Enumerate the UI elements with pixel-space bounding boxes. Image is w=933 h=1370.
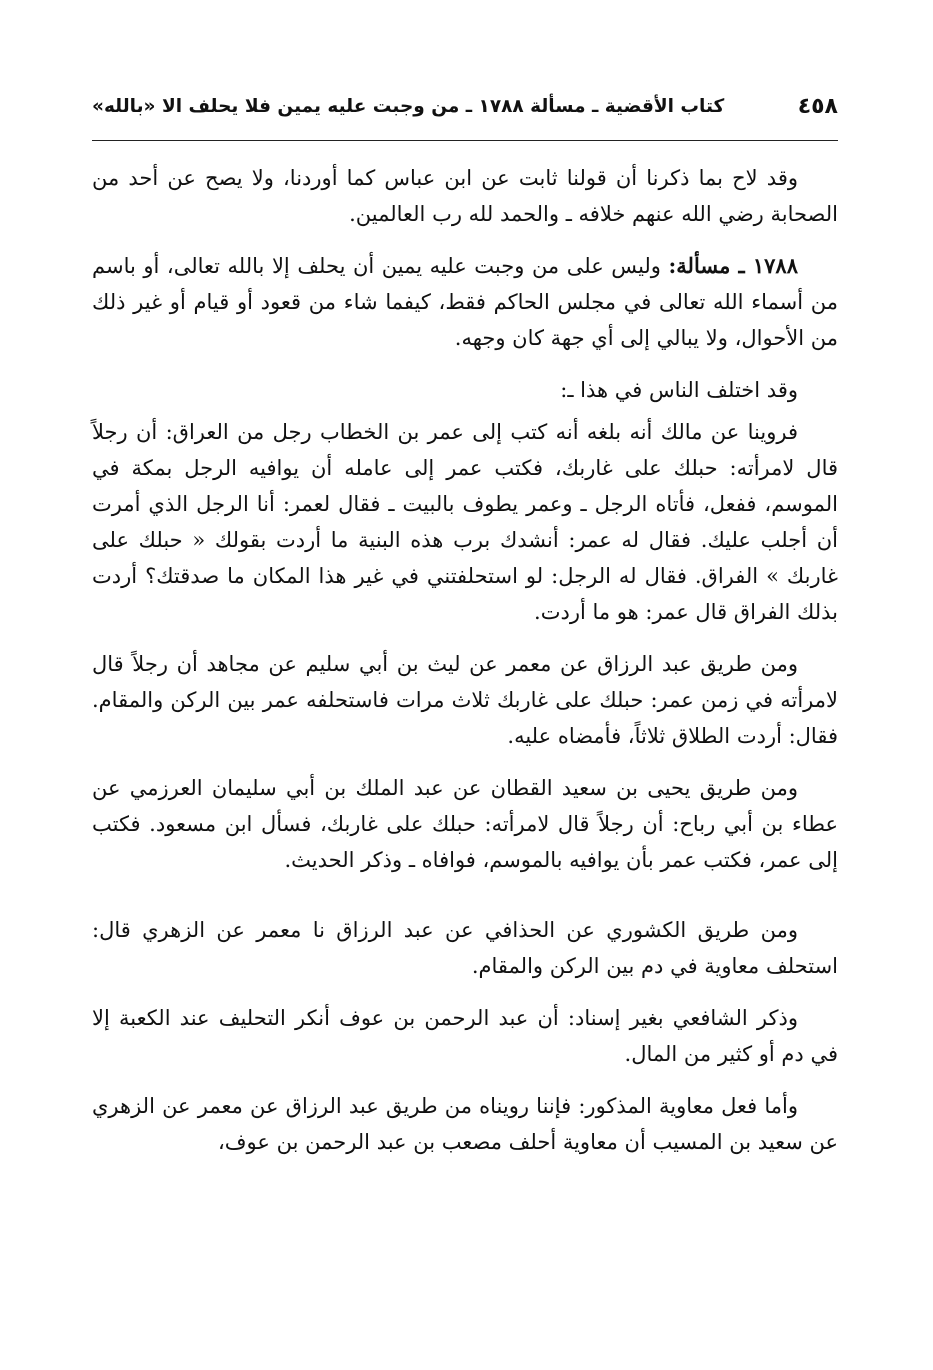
paragraph-text: وأما فعل معاوية المذكور: فإننا رويناه من طريق عبد الرزاق عن معمر عن الزهري عن سعيد بن المسيب أن معاوية أحلف مصعب بن عبد الرحمن بن عوف، xyxy=(92,1094,838,1154)
paragraph-text: وذكر الشافعي بغير إسناد: أن عبد الرحمن بن عوف أنكر التحليف عند الكعبة إلا في دم أو كثير من المال. xyxy=(92,1006,838,1066)
header-rule xyxy=(92,140,838,141)
paragraph xyxy=(92,770,838,878)
paragraph xyxy=(92,1000,838,1072)
page-body xyxy=(92,160,838,1176)
paragraph-text: وليس على من وجبت عليه يمين أن يحلف إلا بالله تعالى، أو باسم من أسماء الله تعالى في مجلس الحاكم فقط، كيفما شاء من قعود أو قيام أو غير ذلك من الأحوال، ولا يبالي إلى أي جهة كان وجهه. xyxy=(92,254,838,350)
paragraph-text: ومن طريق الكشوري عن الحذافي عن عبد الرزاق نا معمر عن الزهري قال: استحلف معاوية في دم بين الركن والمقام. xyxy=(92,918,838,978)
running-title: كتاب الأقضية ـ مسألة ١٧٨٨ ـ من وجبت عليه يمين فلا يحلف الا «بالله» xyxy=(92,95,725,117)
paragraph-text: ومن طريق يحيى بن سعيد القطان عن عبد الملك بن أبي سليمان العرزمي عن عطاء بن أبي رباح: أن رجلاً قال لامرأته: حبلك على غاربك، فسأل ابن مسعود. فكتب إلى عمر، فكتب عمر بأن يوافيه بالموسم، فوافاه ـ وذكر الحديث. xyxy=(92,776,838,872)
page-header xyxy=(92,86,838,126)
page-number: ٤٥٨ xyxy=(797,93,838,119)
paragraph-text: فروينا عن مالك أنه بلغه أنه كتب إلى عمر بن الخطاب رجل من العراق: أن رجلاً قال لامرأته: حبلك على غاربك، فكتب عمر إلى عامله أن يوافيه الرجل بمكة في الموسم، ففعل، فأتاه الرجل ـ وعمر يطوف بالبيت ـ فقال لعمر: أنا الرجل الذي أمرت أن أجلب عليك. فقال له عمر: أنشدك برب هذه البنية ما أردت بقولك « حبلك على غاربك » الفراق. فقال له الرجل: لو استحلفتني في غير هذا المكان ما صدقتك؟ أردت بذلك الفراق قال عمر: هو ما أردت. xyxy=(92,420,838,624)
paragraph xyxy=(92,646,838,754)
paragraph-text: وقد اختلف الناس في هذا ـ: xyxy=(560,378,798,402)
paragraph-text: وقد لاح بما ذكرنا أن قولنا ثابت عن ابن عباس كما أوردنا، ولا يصح عن أحد من الصحابة رضي الله عنهم خلافه ـ والحمد لله رب العالمين. xyxy=(92,166,838,226)
paragraph xyxy=(92,912,838,984)
paragraph-text: ومن طريق عبد الرزاق عن معمر عن ليث بن أبي سليم عن مجاهد أن رجلاً قال لامرأته في زمن عمر: حبلك على غاربك ثلاث مرات فاستحلفه عمر بين الركن والمقام. فقال: أردت الطلاق ثلاثاً، فأمضاه عليه. xyxy=(92,652,838,748)
paragraph xyxy=(92,160,838,232)
paragraph xyxy=(92,1088,838,1160)
masala-paragraph xyxy=(92,248,838,356)
paragraph xyxy=(92,372,838,408)
masala-number: ١٧٨٨ ـ مسألة: xyxy=(668,253,798,278)
paragraph xyxy=(92,414,838,630)
